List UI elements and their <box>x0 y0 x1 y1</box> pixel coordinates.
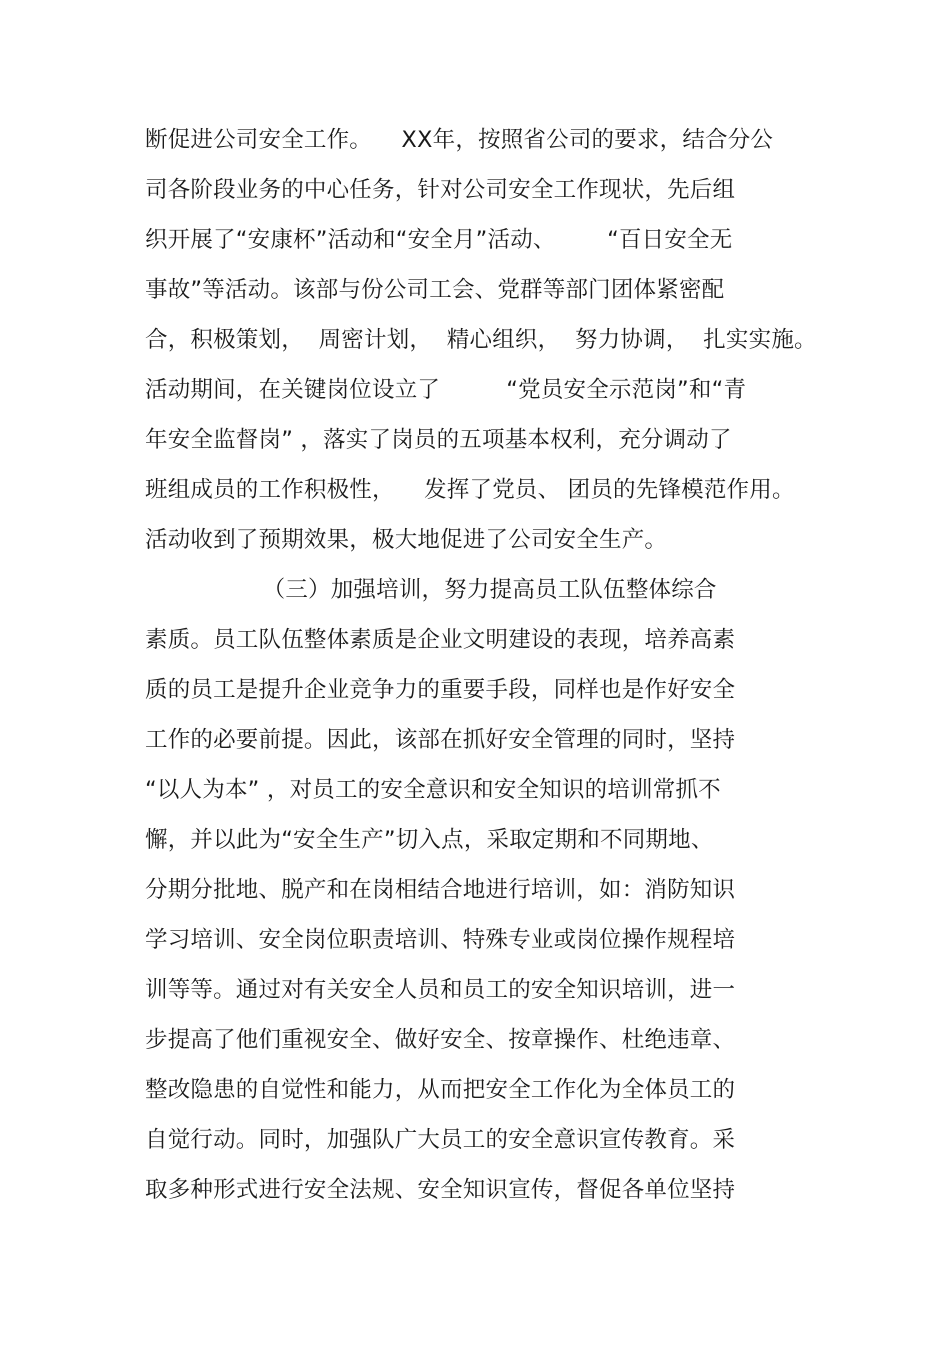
text-line: 事故”等活动。该部与份公司工会、党群等部门团体紧密配 <box>145 277 725 303</box>
text-line: 活动收到了预期效果，极大地促进了公司安全生产。 <box>145 527 668 553</box>
text-line: 懈，并以此为“安全生产”切入点，采取定期和不同期地、 <box>145 827 714 853</box>
text-line: 司各阶段业务的中心任务，针对公司安全工作现状，先后组 <box>145 177 736 203</box>
text-line: 素质。员工队伍整体素质是企业文明建设的表现，培养高素 <box>145 627 736 653</box>
section-heading-line: （三）加强培训，努力提高员工队伍整体综合 <box>145 577 717 603</box>
text-line: 步提高了他们重视安全、做好安全、按章操作、杜绝违章、 <box>145 1027 736 1053</box>
text-line: 分期分批地、脱产和在岗相结合地进行培训，如：消防知识 <box>145 877 736 903</box>
text-line: 取多种形式进行安全法规、安全知识宣传，督促各单位坚持 <box>145 1177 736 1203</box>
text-line: “以人为本” ，对员工的安全意识和安全知识的培训常抓不 <box>145 777 721 803</box>
text-line: 班组成员的工作积极性， 发挥了党员、 团员的先锋模范作用。 <box>145 477 795 503</box>
text-line: 活动期间，在关键岗位设立了 “党员安全示范岗”和“青 <box>145 377 747 403</box>
text-line: 自觉行动。同时，加强队广大员工的安全意识宣传教育。采 <box>145 1127 736 1153</box>
text-line: 合，积极策划， 周密计划， 精心组织， 努力协调， 扎实实施。 <box>145 327 817 353</box>
text-line: 整改隐患的自觉性和能力，从而把安全工作化为全体员工的 <box>145 1077 736 1103</box>
text-line: 断促进公司安全工作。 XX年，按照省公司的要求，结合分公 <box>145 127 774 153</box>
text-line: 年安全监督岗” ，落实了岗员的五项基本权利，充分调动了 <box>145 427 732 453</box>
text-line: 织开展了“安康杯”活动和“安全月”活动、 “百日安全无 <box>145 227 733 253</box>
text-line: 质的员工是提升企业竞争力的重要手段，同样也是作好安全 <box>145 677 736 703</box>
text-line: 学习培训、安全岗位职责培训、特殊专业或岗位操作规程培 <box>145 927 736 953</box>
text-line: 工作的必要前提。因此，该部在抓好安全管理的同时，坚持 <box>145 727 736 753</box>
text-line: 训等等。通过对有关安全人员和员工的安全知识培训，进一 <box>145 977 736 1003</box>
